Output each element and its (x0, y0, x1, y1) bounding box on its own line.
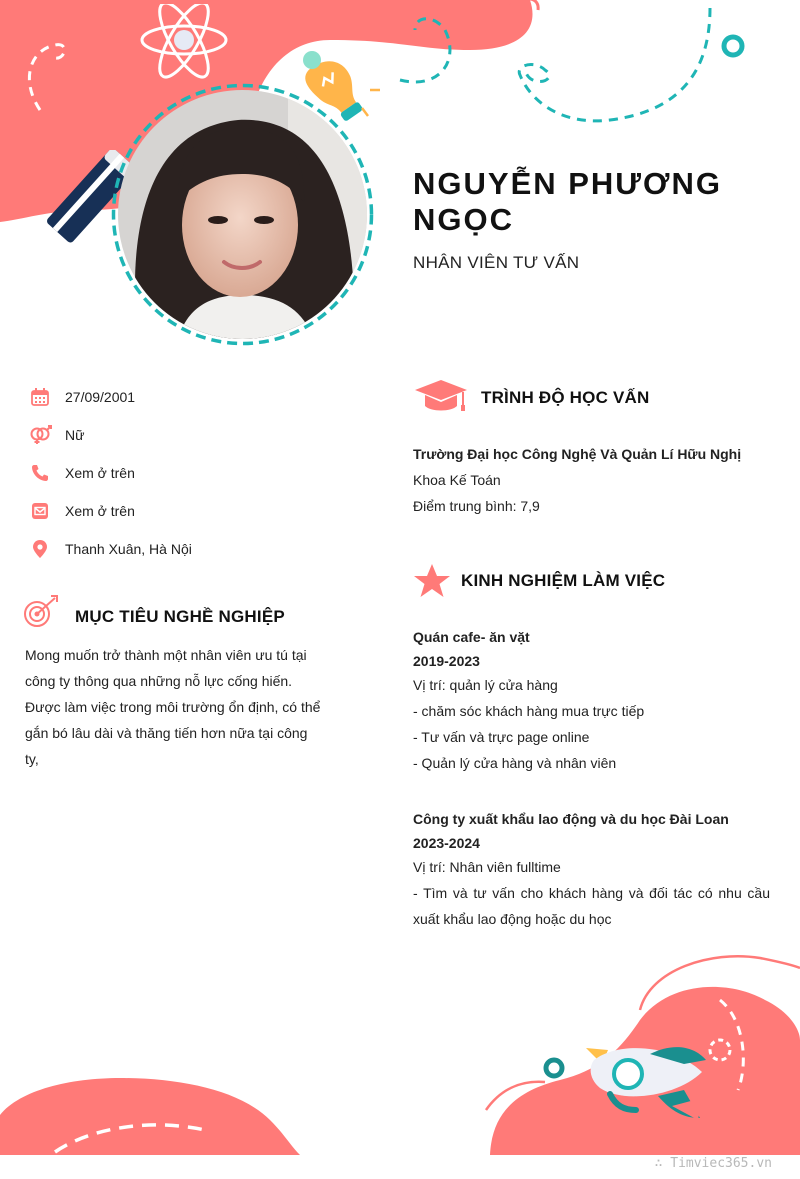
experience-heading: KINH NGHIỆM LÀM VIỆC (461, 571, 666, 590)
contact-email (28, 499, 135, 523)
job-duty: xuất khẩu lao động hoặc du học (413, 911, 612, 927)
school-name: Trường Đại học Công Nghệ Và Quản Lí Hữu Nghị (413, 446, 742, 462)
faculty: Khoa Kế Toán (413, 472, 501, 488)
contact-phone (28, 461, 135, 485)
avatar-frame (110, 82, 375, 347)
contact-address (28, 537, 192, 561)
job-duty: - Quản lý cửa hàng và nhân viên (413, 755, 617, 771)
objective-line: gắn bó lâu dài và thăng tiến hơn nữa tại công (25, 725, 308, 741)
objective-heading: MỤC TIÊU NGHỀ NGHIỆP (75, 607, 285, 626)
contact-birthdate (28, 385, 135, 409)
job-company: Công ty xuất khẩu lao động và du học Đài Loan (413, 811, 729, 827)
gender-text: Nữ (65, 427, 85, 443)
job-duty: - Tư vấn và trực page online (413, 729, 590, 745)
birthdate-text: 27/09/2001 (65, 389, 136, 405)
location-pin-icon (28, 537, 52, 561)
objective-line: Được làm việc trong môi trường ổn định, có thể (25, 699, 321, 715)
objective-body (25, 642, 325, 772)
graduation-cap-icon (413, 380, 469, 414)
objective-line: ty, (25, 751, 39, 767)
job-entry (413, 806, 770, 932)
atom-icon (140, 4, 228, 80)
job-duty: - chăm sóc khách hàng mua trực tiếp (413, 703, 645, 719)
education-block (413, 441, 783, 519)
job-period: 2019-2023 (413, 653, 480, 669)
star-icon (413, 563, 451, 599)
job-position: Vị trí: quản lý cửa hàng (413, 677, 558, 693)
job-company: Quán cafe- ăn vặt (413, 629, 530, 645)
objective-line: Mong muốn trở thành một nhân viên ưu tú tại (25, 647, 307, 663)
job-position: Vị trí: Nhân viên fulltime (413, 859, 561, 875)
address-text: Thanh Xuân, Hà Nội (65, 541, 192, 557)
job-entry (413, 624, 770, 776)
job-duty: - Tìm và tư vấn cho khách hàng và đối tác có nhu cầu (413, 885, 770, 901)
email-text: Xem ở trên (65, 503, 135, 519)
email-icon (28, 499, 52, 523)
gpa: Điểm trung bình: 7,9 (413, 498, 540, 514)
objective-line: công ty thông qua những nỗ lực cống hiến. (25, 673, 293, 689)
calendar-icon (28, 385, 52, 409)
phone-icon (28, 461, 52, 485)
target-icon (22, 594, 60, 630)
job-period: 2023-2024 (413, 835, 480, 851)
phone-text: Xem ở trên (65, 465, 135, 481)
contact-gender (28, 423, 84, 447)
avatar (118, 90, 367, 339)
education-heading: TRÌNH ĐỘ HỌC VẤN (481, 388, 650, 407)
watermark: ∴ Timviec365.vn (654, 1156, 772, 1171)
rocket-icon (580, 1040, 720, 1130)
candidate-name: NGUYỄN PHƯƠNG NGỌC (413, 166, 722, 237)
gender-icon (28, 423, 52, 447)
job-title: NHÂN VIÊN TƯ VẤN (413, 253, 580, 272)
